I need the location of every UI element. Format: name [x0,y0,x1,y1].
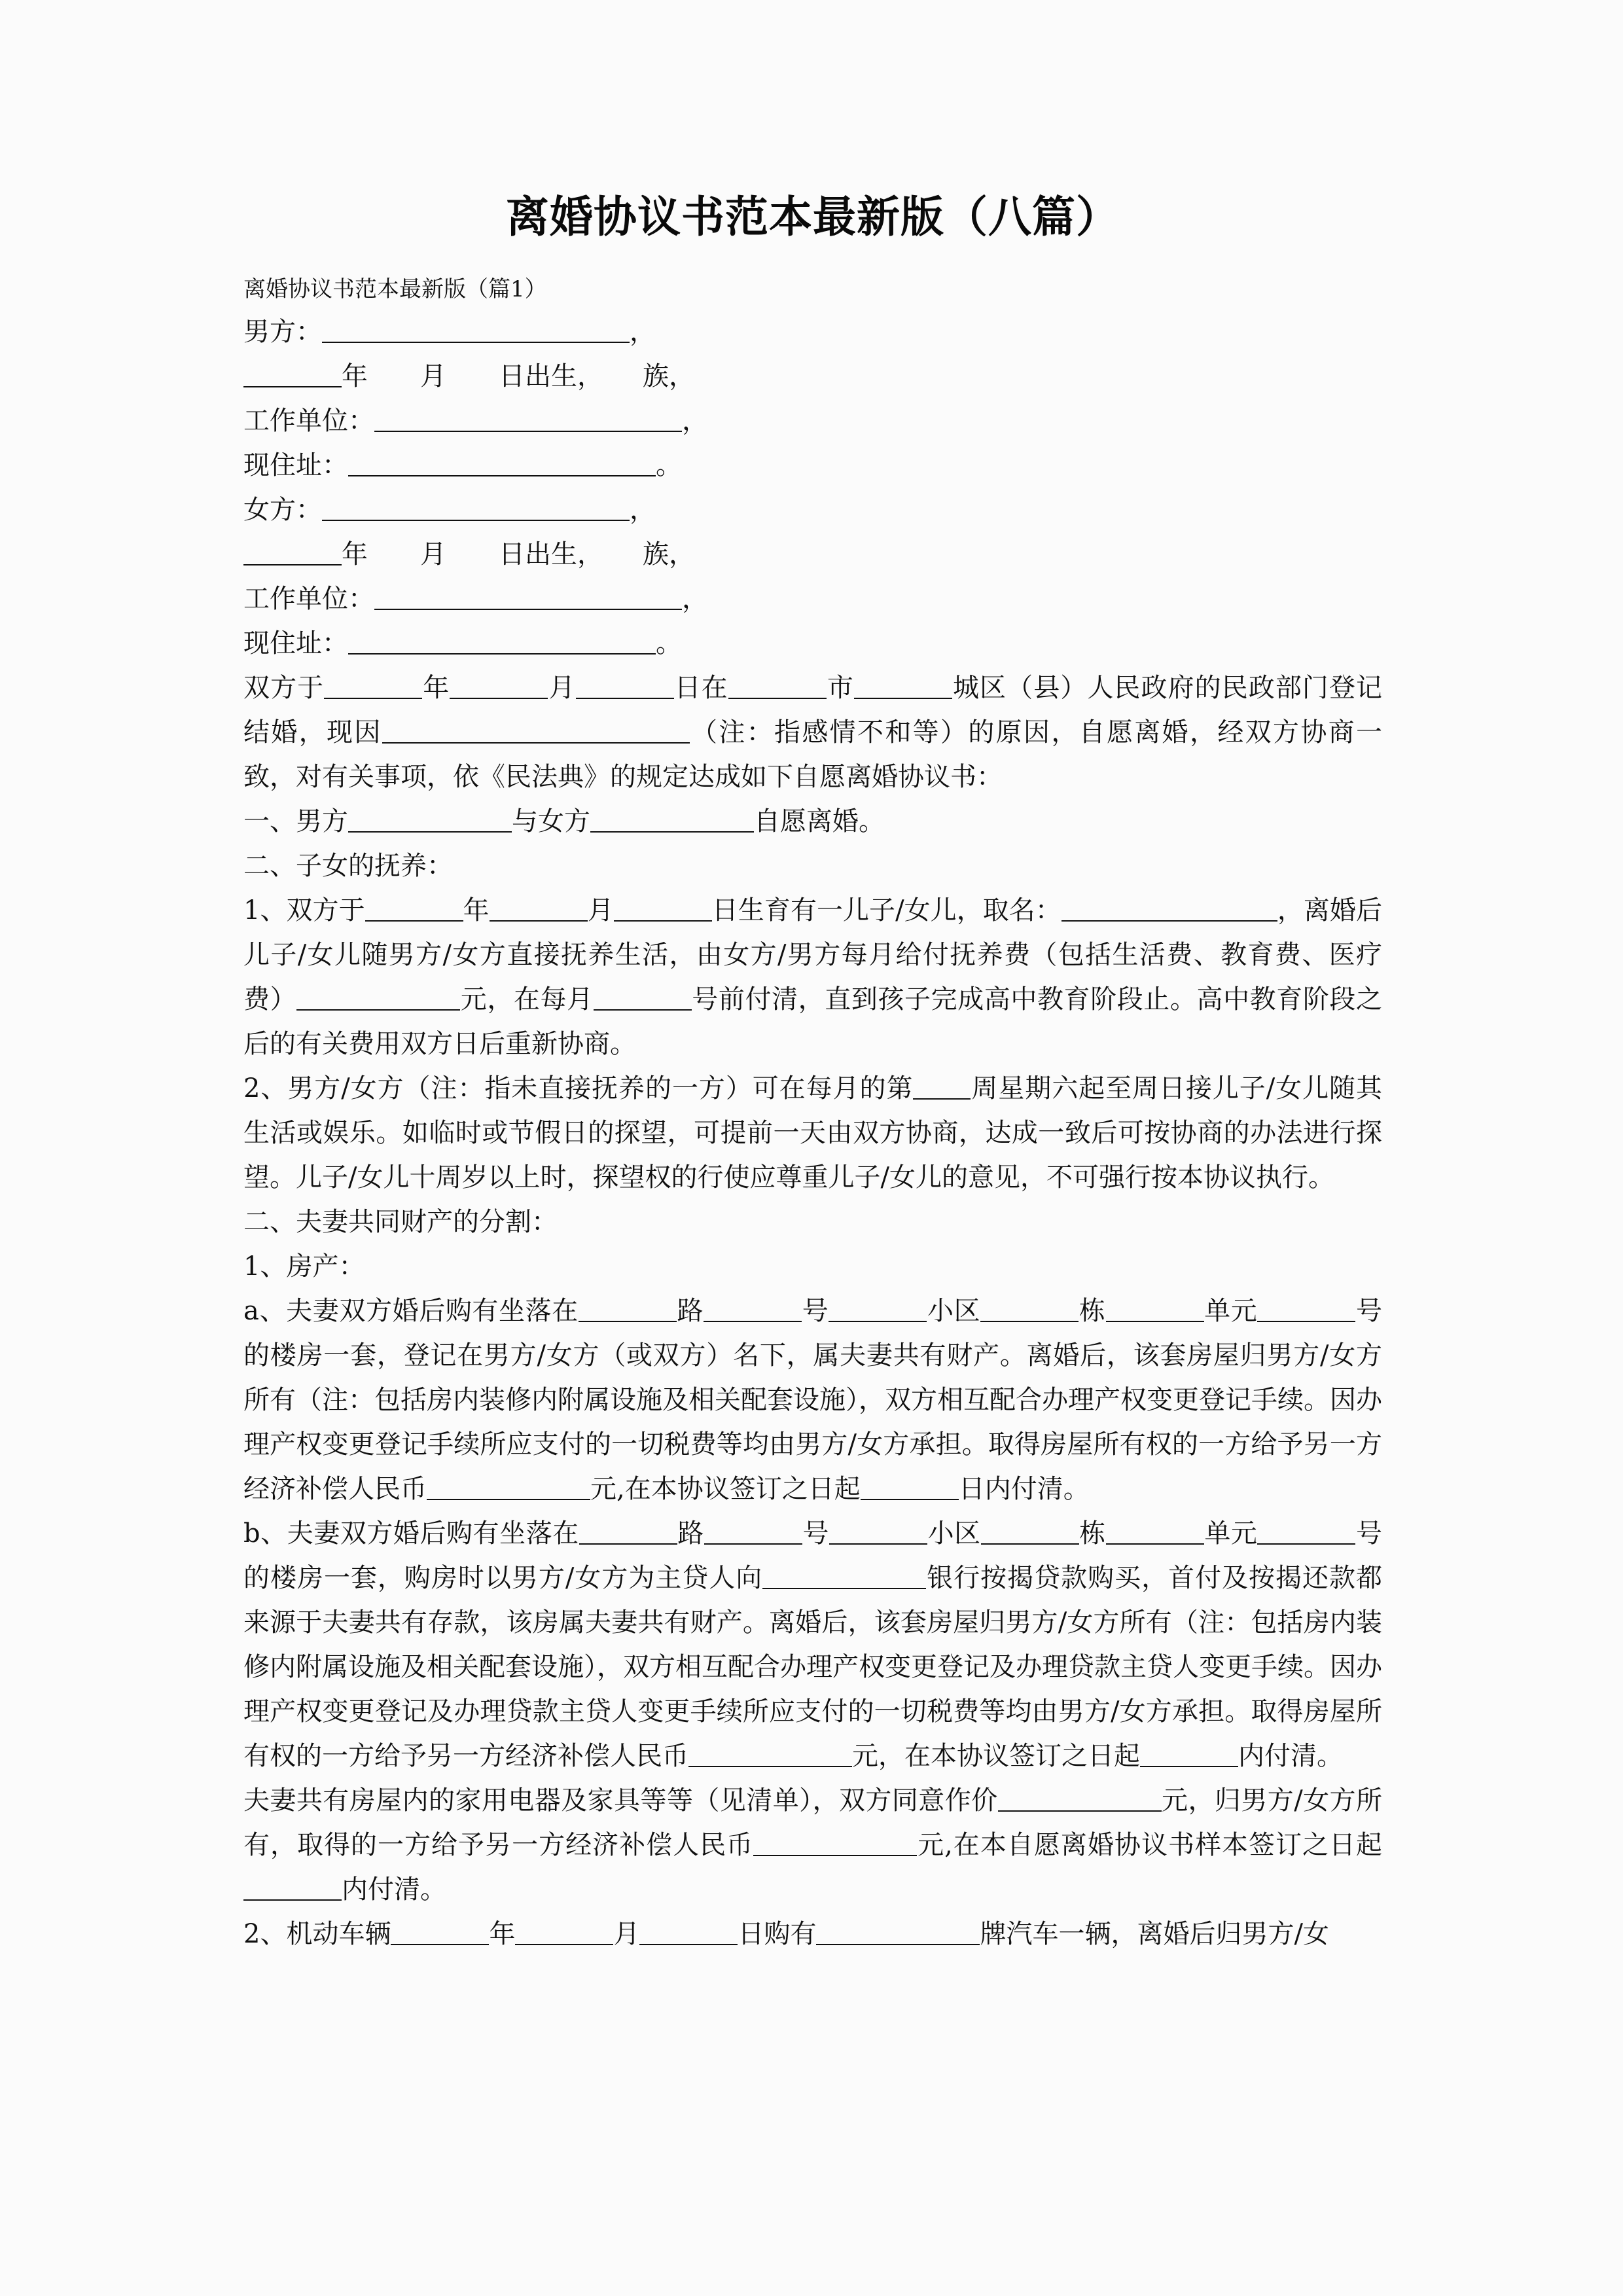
female-birth-line [243,532,1382,577]
marriage-district-blank [854,673,952,699]
estate-a-text-5: 栋 [1079,1295,1106,1326]
estate-a-room-blank [1257,1296,1355,1322]
vehicle-text-b: 年 [489,1918,516,1949]
marriage-month-blank [450,673,548,699]
estate-b-text-5: 栋 [1079,1518,1106,1549]
child-birth-month-blank [490,895,588,922]
estate-b-number-blank [704,1518,802,1545]
male-work-unit-label: 工作单位： [243,405,374,436]
goods-text-2: 元，归男方/女方所有，取得的一方给予另一方经济补偿人民币 [243,1785,1382,1860]
female-address-blank [348,628,656,655]
marriage-registration-paragraph [243,666,1382,799]
article-three-heading: 二、夫妻共同财产的分割： [243,1206,558,1237]
estate-b-building-blank [981,1518,1079,1545]
estate-b-unit-blank [1106,1518,1204,1545]
estate-b-text-1: b、夫妻双方婚后购有坐落在 [243,1518,579,1549]
estate-a-paydays-blank [861,1474,959,1500]
preamble-text-b: 年 [422,672,450,703]
vehicle-text-a: 2、机动车辆 [243,1918,391,1949]
child-support-text-f: 元，在每月 [460,984,594,1014]
estate-a-text-7: 号的楼房一套，登记在男方/女方（或双方）名下，属夫妻共有财产。离婚后，该套房屋归男方/女方所有（注：包括房内装修内附属设施及相关配套设施），双方相互配合办理产权变更登记手续。因办理产权变更登记手续所应支付的一切税费等均由男方/女方承担。取得房屋所有权的一方给予另一方经济补偿人民币 [243,1295,1383,1504]
estate-a-text-1: a、夫妻双方婚后购有坐落在 [243,1295,579,1326]
child-support-text-c: 月 [587,895,614,925]
estate-a-text-8: 元,在本协议签订之日起 [590,1473,861,1504]
vehicle-text-d: 日购有 [738,1918,817,1949]
preamble-text-e: 市 [826,672,854,703]
male-address-period: 。 [656,450,682,480]
child-support-paragraph [243,888,1382,1066]
real-estate-item-b [243,1511,1382,1778]
child-support-text-b: 年 [463,895,490,925]
male-party-label: 男方： [243,316,322,347]
child-support-text-e: ，离婚后儿子/女儿随男方/女方直接抚养生活，由女方/男方每月给付抚养费（包括生活费、教育费、医疗费） [243,895,1382,1014]
article-one-male-blank [348,806,512,833]
male-address-blank [348,450,656,476]
female-work-unit-line [243,577,1382,621]
vehicle-paragraph [243,1912,1382,1956]
child-name-blank [1061,895,1277,922]
vehicle-day-blank [639,1919,738,1945]
female-name-blank [322,495,630,521]
child-birth-year-blank [365,895,463,922]
goods-text-4: 内付清。 [342,1874,446,1905]
visitation-paragraph [243,1066,1382,1200]
support-amount-blank [296,984,460,1011]
estate-a-community-blank [829,1296,927,1322]
male-work-unit-comma: ， [682,405,708,436]
estate-a-text-6: 单元 [1204,1295,1258,1326]
preamble-text-a: 双方于 [243,672,325,703]
estate-b-text-2: 路 [677,1518,704,1549]
male-address-label: 现住址： [243,450,348,480]
vehicle-year-blank [391,1919,489,1945]
section-subtitle: 离婚协议书范本最新版（篇1） [243,276,547,302]
page-content [243,0,1382,1956]
goods-text-3: 元,在本自愿离婚协议书样本签订之日起 [917,1829,1383,1860]
estate-b-text-8: 银行按揭贷款购买，首付及按揭还款都来源于夫妻共有存款，该房属夫妻共有财产。离婚后，该套房屋归男方/女方所有（注：包括房内装修内附属设施及相关配套设施），双方相互配合办理产权变更登记及办理贷款主贷人变更手续。因办理产权变更登记及办理贷款主贷人变更手续所应支付的一切税费等均由男方/女方承担。取得房屋所有权的一方给予另一方经济补偿人民币 [243,1562,1382,1771]
female-work-unit-comma: ， [682,583,708,614]
preamble-text-d: 日在 [673,672,728,703]
article-one-text-a: 一、男方 [243,806,348,836]
support-payday-blank [594,984,692,1011]
estate-b-text-10: 内付清。 [1238,1740,1343,1771]
estate-b-text-4: 小区 [927,1518,981,1549]
male-work-unit-blank [374,406,682,432]
estate-a-text-2: 路 [676,1295,704,1326]
female-work-unit-blank [374,584,682,610]
estate-b-road-blank [579,1518,677,1545]
estate-b-bank-blank [762,1563,926,1589]
real-estate-heading: 1、房产： [243,1251,365,1282]
estate-a-road-blank [579,1296,677,1322]
male-birth-line [243,354,1382,399]
male-work-unit-line [243,399,1382,443]
estate-b-text-7: 号的楼房一套，购房时以男方/女方为主贷人向 [243,1518,1383,1593]
article-one-text-c: 自愿离婚。 [754,806,885,836]
marriage-year-blank [324,673,422,699]
estate-a-text-9: 日内付清。 [958,1473,1090,1504]
male-address-line [243,443,1382,488]
estate-a-compensation-blank [427,1474,590,1500]
article-one-text-b: 与女方 [512,806,590,836]
female-birth-year-blank [243,539,342,565]
vehicle-brand-blank [816,1919,980,1945]
marriage-city-blank [728,673,827,699]
estate-b-paydays-blank [1140,1741,1238,1767]
estate-b-compensation-blank [688,1741,852,1767]
article-one-line [243,799,1382,844]
preamble-text-g: （注：指感情不和等）的原因，自愿离婚，经双方协商一致，对有关事项，依《民法典》的规定达成如下自愿离婚协议书： [243,717,1383,792]
visitation-text-b: 周星期六起至周日接儿子/女儿随其生活或娱乐。如临时或节假日的探望，可提前一天由双方协商，达成一致后可按协商的办法进行探望。儿子/女儿十周岁以上时，探望权的行使应尊重儿子/女儿的意见，不可强行按本协议执行。 [243,1073,1382,1193]
real-estate-item-a [243,1289,1382,1511]
estate-a-text-4: 小区 [927,1295,981,1326]
goods-compensation-blank [753,1830,917,1856]
vehicle-text-c: 月 [613,1918,640,1949]
estate-b-text-6: 单元 [1204,1518,1258,1549]
female-address-label: 现住址： [243,628,348,658]
goods-value-blank [998,1785,1162,1812]
article-one-female-blank [590,806,754,833]
estate-a-unit-blank [1106,1296,1204,1322]
female-name-comma: ， [630,494,656,525]
divorce-reason-blank [382,717,690,744]
household-goods-paragraph [243,1778,1382,1912]
preamble-text-f: 城区（县）人民政府的民政部门登记结婚，现因 [243,672,1383,747]
female-address-period: 。 [656,628,682,658]
male-birth-year-blank [243,361,342,387]
document-body [243,269,1382,1956]
estate-b-text-3: 号 [802,1518,830,1549]
estate-a-text-3: 号 [802,1295,829,1326]
goods-paydays-blank [243,1874,342,1901]
female-birth-text: 年 月 日出生， 族， [342,539,695,569]
visitation-text-a: 2、男方/女方（注：指未直接抚养的一方）可在每月的第 [243,1073,914,1103]
child-support-text-a: 1、双方于 [243,895,365,925]
child-support-text-d: 日生育有一儿子/女儿，取名： [711,895,1061,925]
estate-b-room-blank [1257,1518,1355,1545]
estate-b-community-blank [829,1518,927,1545]
male-name-comma: ， [630,316,656,347]
article-two-heading: 二、子女的抚养： [243,850,453,881]
female-address-line [243,621,1382,666]
vehicle-text-e: 牌汽车一辆，离婚后归男方/女 [980,1918,1329,1949]
child-support-text-g: 号前付清，直到孩子完成高中教育阶段止。高中教育阶段之后的有关费用双方日后重新协商。 [243,984,1383,1059]
female-party-name-line [243,488,1382,532]
estate-a-number-blank [704,1296,802,1322]
visitation-week-blank [913,1073,971,1100]
goods-text-1: 夫妻共有房屋内的家用电器及家具等等（见清单），双方同意作价 [243,1785,998,1816]
estate-a-building-blank [980,1296,1079,1322]
female-party-label: 女方： [243,494,322,525]
child-birth-day-blank [614,895,712,922]
preamble-text-c: 月 [548,672,576,703]
male-name-blank [322,317,630,343]
page-title: 离婚协议书范本最新版（八篇） [506,191,1120,242]
male-birth-text: 年 月 日出生， 族， [342,361,695,391]
male-party-name-line [243,310,1382,354]
female-work-unit-label: 工作单位： [243,583,374,614]
vehicle-month-blank [515,1919,613,1945]
estate-b-text-9: 元，在本协议签订之日起 [852,1740,1140,1771]
marriage-day-blank [576,673,674,699]
